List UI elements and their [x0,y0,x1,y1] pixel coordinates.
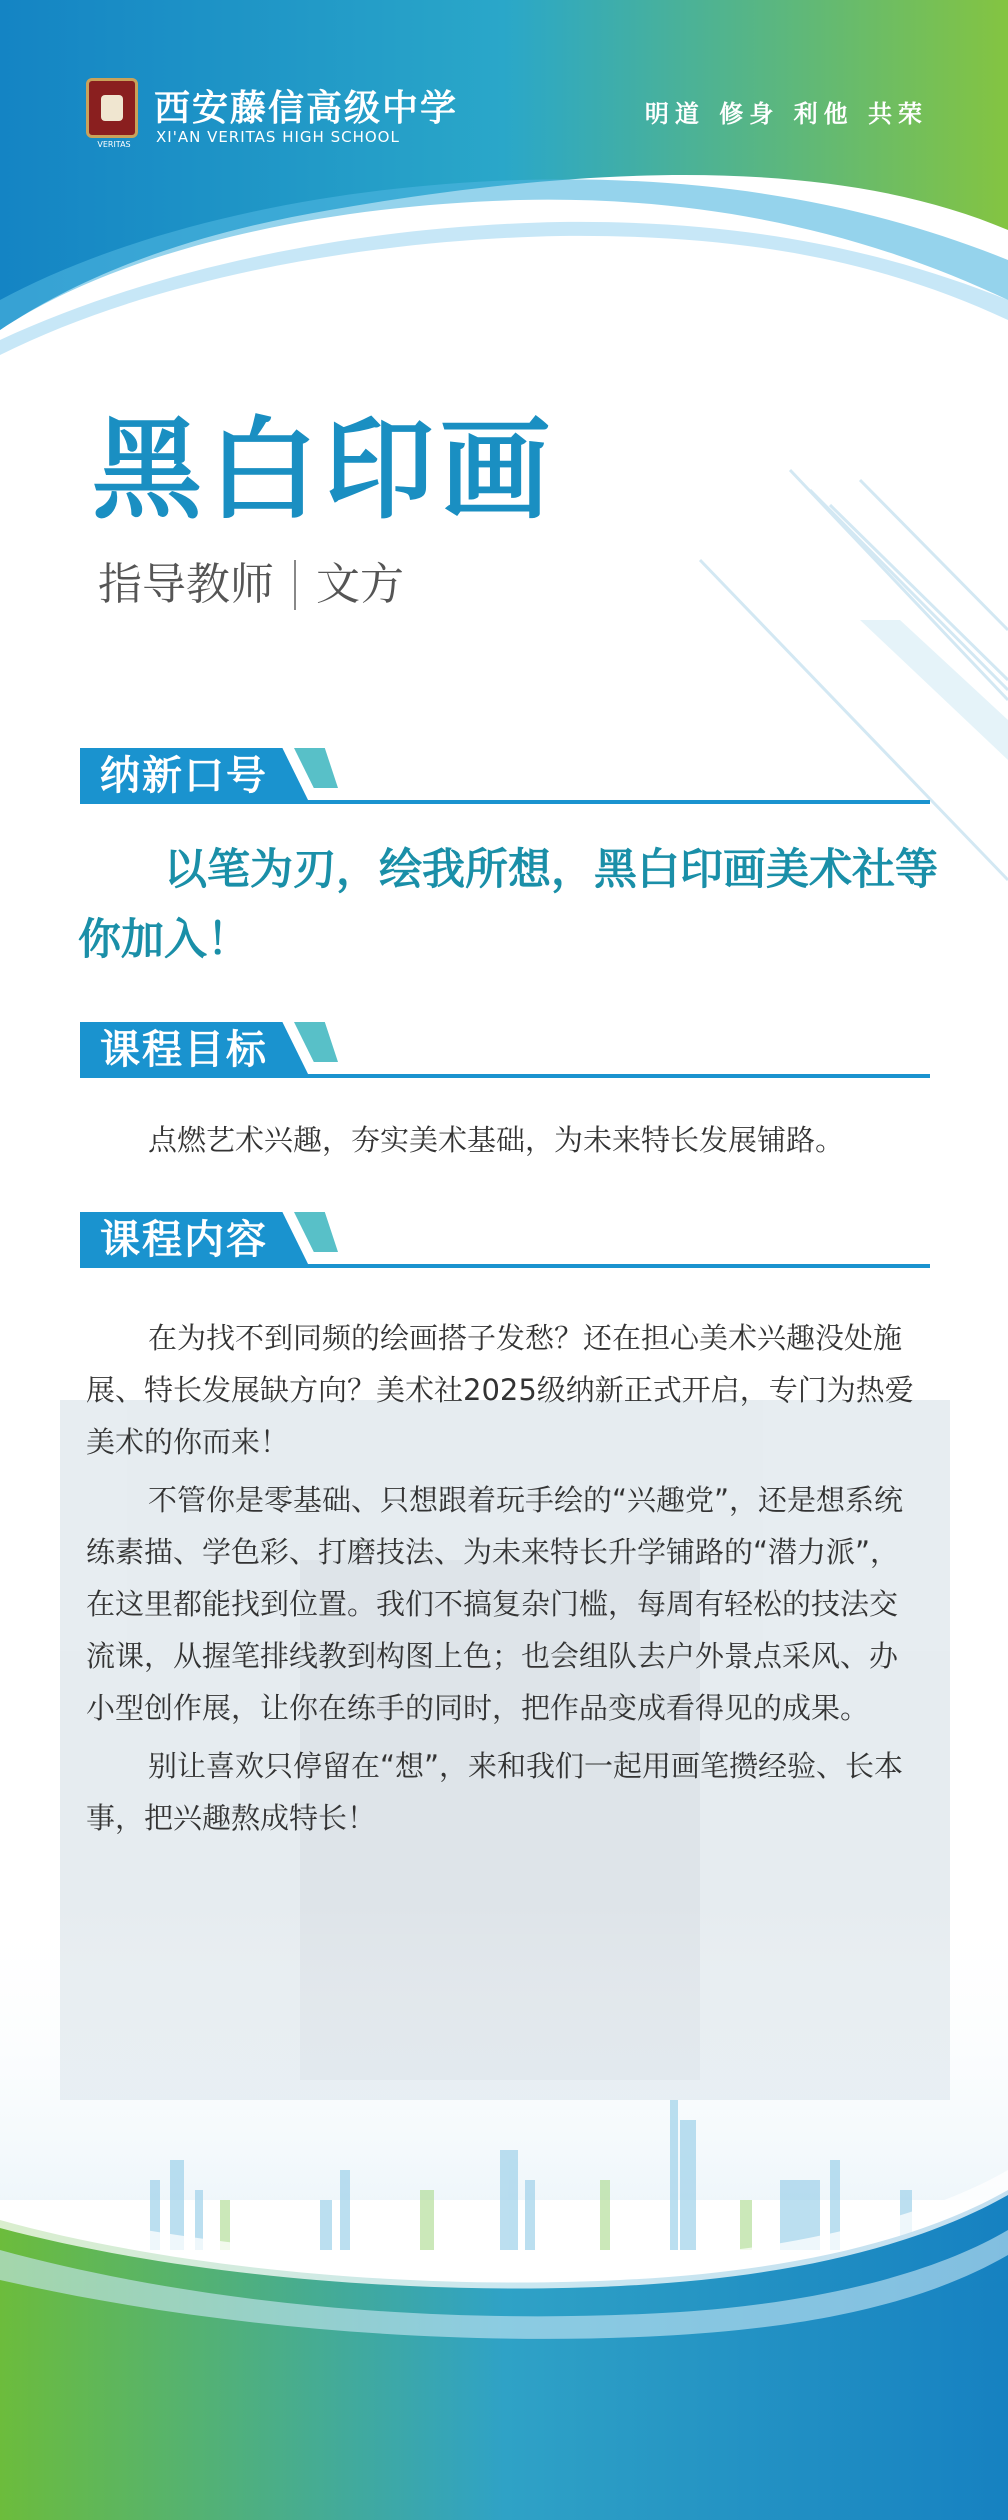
school-emblem-icon [86,78,138,138]
section-heading: 课程目标 [100,1026,268,1073]
section-heading: 课程内容 [100,1216,268,1263]
content-paragraph: 别让喜欢只停留在“想”，来和我们一起用画笔攒经验、长本事，把兴趣熬成特长！ [86,1749,904,1835]
section-tab-accent [294,748,338,788]
section-header-slogan [80,748,930,808]
section-header-goal [80,1022,930,1082]
teacher-label: 指导教师 [98,559,274,610]
slogan-text: 以笔为刃，绘我所想，黑白印画美术社等你加入！ [78,845,938,965]
teacher-divider [294,560,296,610]
content-body [86,1312,926,1850]
section-heading: 纳新口号 [100,752,268,799]
goal-text: 点燃艺术兴趣，夯实美术基础，为未来特长发展铺路。 [148,1123,845,1157]
teacher-line [98,560,404,610]
section-tab-accent [294,1022,338,1062]
school-motto: 明道 修身 利他 共荣 [644,100,928,128]
school-name-cn: 西安藤信高级中学 [154,87,459,129]
content-paragraph: 在为找不到同频的绘画搭子发愁？还在担心美术兴趣没处施展、特长发展缺方向？美术社2025级纳新正式开启，专门为热爱美术的你而来！ [86,1321,914,1459]
school-name-en: XI'AN VERITAS HIGH SCHOOL [156,128,400,146]
teacher-name: 文方 [316,559,404,610]
section-header-content [80,1212,930,1272]
club-title: 黑白印画 [92,405,556,534]
section-tab-accent [294,1212,338,1252]
emblem-caption: VERITAS [97,140,131,149]
content-paragraph: 不管你是零基础、只想跟着玩手绘的“兴趣党”，还是想系统练素描、学色彩、打磨技法、为未来特长升学铺路的“潜力派”，在这里都能找到位置。我们不搞复杂门槛，每周有轻松的技法交流课，从握笔排线教到构图上色；也会组队去户外景点采风、办小型创作展，让你在练手的同时，把作品变成看得见的成果。 [86,1483,904,1725]
